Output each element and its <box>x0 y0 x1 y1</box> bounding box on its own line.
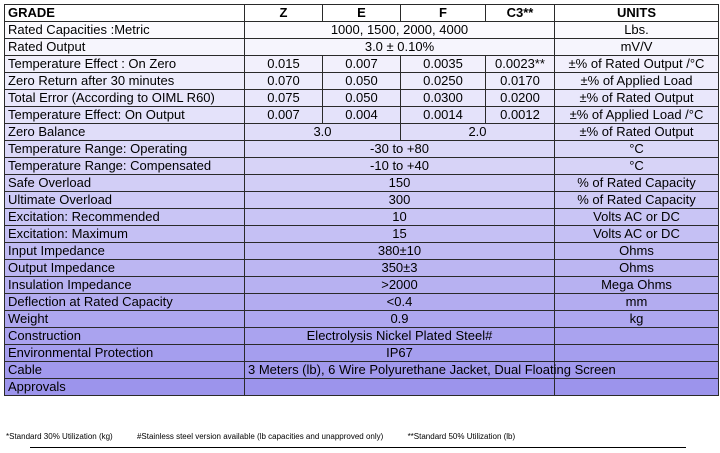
grade-f-header: F <box>401 5 486 22</box>
row-value-e: 0.004 <box>323 107 401 124</box>
row-unit: Lbs. <box>555 22 719 39</box>
row-label: Temperature Range: Compensated <box>5 158 245 175</box>
row-label: Output Impedance <box>5 260 245 277</box>
table-row <box>5 22 719 39</box>
row-unit: Volts AC or DC <box>555 209 719 226</box>
table-row <box>5 158 719 175</box>
row-label: Cable <box>5 362 245 379</box>
units-header: UNITS <box>555 5 719 22</box>
grade-e-header: E <box>323 5 401 22</box>
row-value: 350±3 <box>245 260 555 277</box>
table-row <box>5 277 719 294</box>
row-value-z: 0.007 <box>245 107 323 124</box>
row-value: <0.4 <box>245 294 555 311</box>
table-row <box>5 379 719 396</box>
row-value-f: 0.0035 <box>401 56 486 73</box>
table-row <box>5 209 719 226</box>
row-label: Temperature Effect: On Output <box>5 107 245 124</box>
row-unit: ±% of Applied Load <box>555 73 719 90</box>
row-label: Excitation: Maximum <box>5 226 245 243</box>
row-value-f: 0.0250 <box>401 73 486 90</box>
row-value: 300 <box>245 192 555 209</box>
row-label: Insulation Impedance <box>5 277 245 294</box>
footnotes <box>6 432 706 441</box>
table-row <box>5 124 719 141</box>
table-row <box>5 294 719 311</box>
row-value-f: 0.0300 <box>401 90 486 107</box>
table-row <box>5 243 719 260</box>
row-label: Temperature Effect : On Zero <box>5 56 245 73</box>
table-row <box>5 328 719 345</box>
row-unit: kg <box>555 311 719 328</box>
row-value-e: 0.050 <box>323 90 401 107</box>
grade-c3-header: C3** <box>486 5 555 22</box>
row-label: Environmental Protection <box>5 345 245 362</box>
row-value: -10 to +40 <box>245 158 555 175</box>
table-row <box>5 141 719 158</box>
row-value-z: 0.070 <box>245 73 323 90</box>
row-label: Temperature Range: Operating <box>5 141 245 158</box>
row-label: Weight <box>5 311 245 328</box>
row-unit: % of Rated Capacity <box>555 175 719 192</box>
row-label: Rated Capacities :Metric <box>5 22 245 39</box>
table-row <box>5 39 719 56</box>
row-label: Excitation: Recommended <box>5 209 245 226</box>
table-row <box>5 226 719 243</box>
spec-table <box>4 4 719 396</box>
table-row <box>5 73 719 90</box>
row-value: >2000 <box>245 277 555 294</box>
row-unit: % of Rated Capacity <box>555 192 719 209</box>
row-value-f-c3: 2.0 <box>401 124 555 141</box>
row-value-e: 0.050 <box>323 73 401 90</box>
row-value: 0.9 <box>245 311 555 328</box>
row-label: Zero Balance <box>5 124 245 141</box>
row-unit: °C <box>555 158 719 175</box>
row-unit: Ohms <box>555 243 719 260</box>
row-unit: Mega Ohms <box>555 277 719 294</box>
row-label: Construction <box>5 328 245 345</box>
row-value-c3: 0.0200 <box>486 90 555 107</box>
row-unit <box>555 379 719 396</box>
row-label: Deflection at Rated Capacity <box>5 294 245 311</box>
row-value: 3.0 ± 0.10% <box>245 39 555 56</box>
row-unit: ±% of Rated Output <box>555 90 719 107</box>
row-value: -30 to +80 <box>245 141 555 158</box>
table-row <box>5 345 719 362</box>
row-value-c3: 0.0012 <box>486 107 555 124</box>
row-value-z: 0.015 <box>245 56 323 73</box>
row-unit: Volts AC or DC <box>555 226 719 243</box>
row-value <box>245 379 555 396</box>
table-row <box>5 311 719 328</box>
bottom-rule <box>30 447 686 448</box>
footnote-stainless: #Stainless steel version available (lb capacities and unapproved only) <box>136 432 384 441</box>
row-unit: mm <box>555 294 719 311</box>
row-label: Safe Overload <box>5 175 245 192</box>
table-row <box>5 192 719 209</box>
table-row <box>5 90 719 107</box>
row-value: 380±10 <box>245 243 555 260</box>
row-value: Electrolysis Nickel Plated Steel# <box>245 328 555 345</box>
row-value-z-e: 3.0 <box>245 124 401 141</box>
row-unit <box>555 328 719 345</box>
row-label: Ultimate Overload <box>5 192 245 209</box>
table-row <box>5 175 719 192</box>
row-value: IP67 <box>245 345 555 362</box>
row-value-c3: 0.0170 <box>486 73 555 90</box>
row-value: 1000, 1500, 2000, 4000 <box>245 22 555 39</box>
row-value-e: 0.007 <box>323 56 401 73</box>
row-label: Zero Return after 30 minutes <box>5 73 245 90</box>
row-unit: ±% of Applied Load /°C <box>555 107 719 124</box>
row-value: 150 <box>245 175 555 192</box>
header-row <box>5 5 719 22</box>
table-row <box>5 56 719 73</box>
row-unit: mV/V <box>555 39 719 56</box>
footnote-utilization-lb: **Standard 50% Utilization (lb) <box>407 432 516 441</box>
row-label: Input Impedance <box>5 243 245 260</box>
row-unit: ±% of Rated Output /°C <box>555 56 719 73</box>
grade-header: GRADE <box>5 5 245 22</box>
footnote-utilization-kg: *Standard 30% Utilization (kg) <box>6 432 113 441</box>
row-unit: °C <box>555 141 719 158</box>
grade-z-header: Z <box>245 5 323 22</box>
row-unit: ±% of Rated Output <box>555 124 719 141</box>
table-row <box>5 260 719 277</box>
row-value: 15 <box>245 226 555 243</box>
row-value-z: 0.075 <box>245 90 323 107</box>
row-value-c3: 0.0023** <box>486 56 555 73</box>
row-unit <box>555 345 719 362</box>
table-row <box>5 362 719 379</box>
row-label: Rated Output <box>5 39 245 56</box>
row-value: 3 Meters (lb), 6 Wire Polyurethane Jacket, Dual Floating Screen <box>245 362 555 379</box>
row-value: 10 <box>245 209 555 226</box>
row-unit: Ohms <box>555 260 719 277</box>
row-label: Total Error (According to OIML R60) <box>5 90 245 107</box>
table-row <box>5 107 719 124</box>
row-value-f: 0.0014 <box>401 107 486 124</box>
row-label: Approvals <box>5 379 245 396</box>
